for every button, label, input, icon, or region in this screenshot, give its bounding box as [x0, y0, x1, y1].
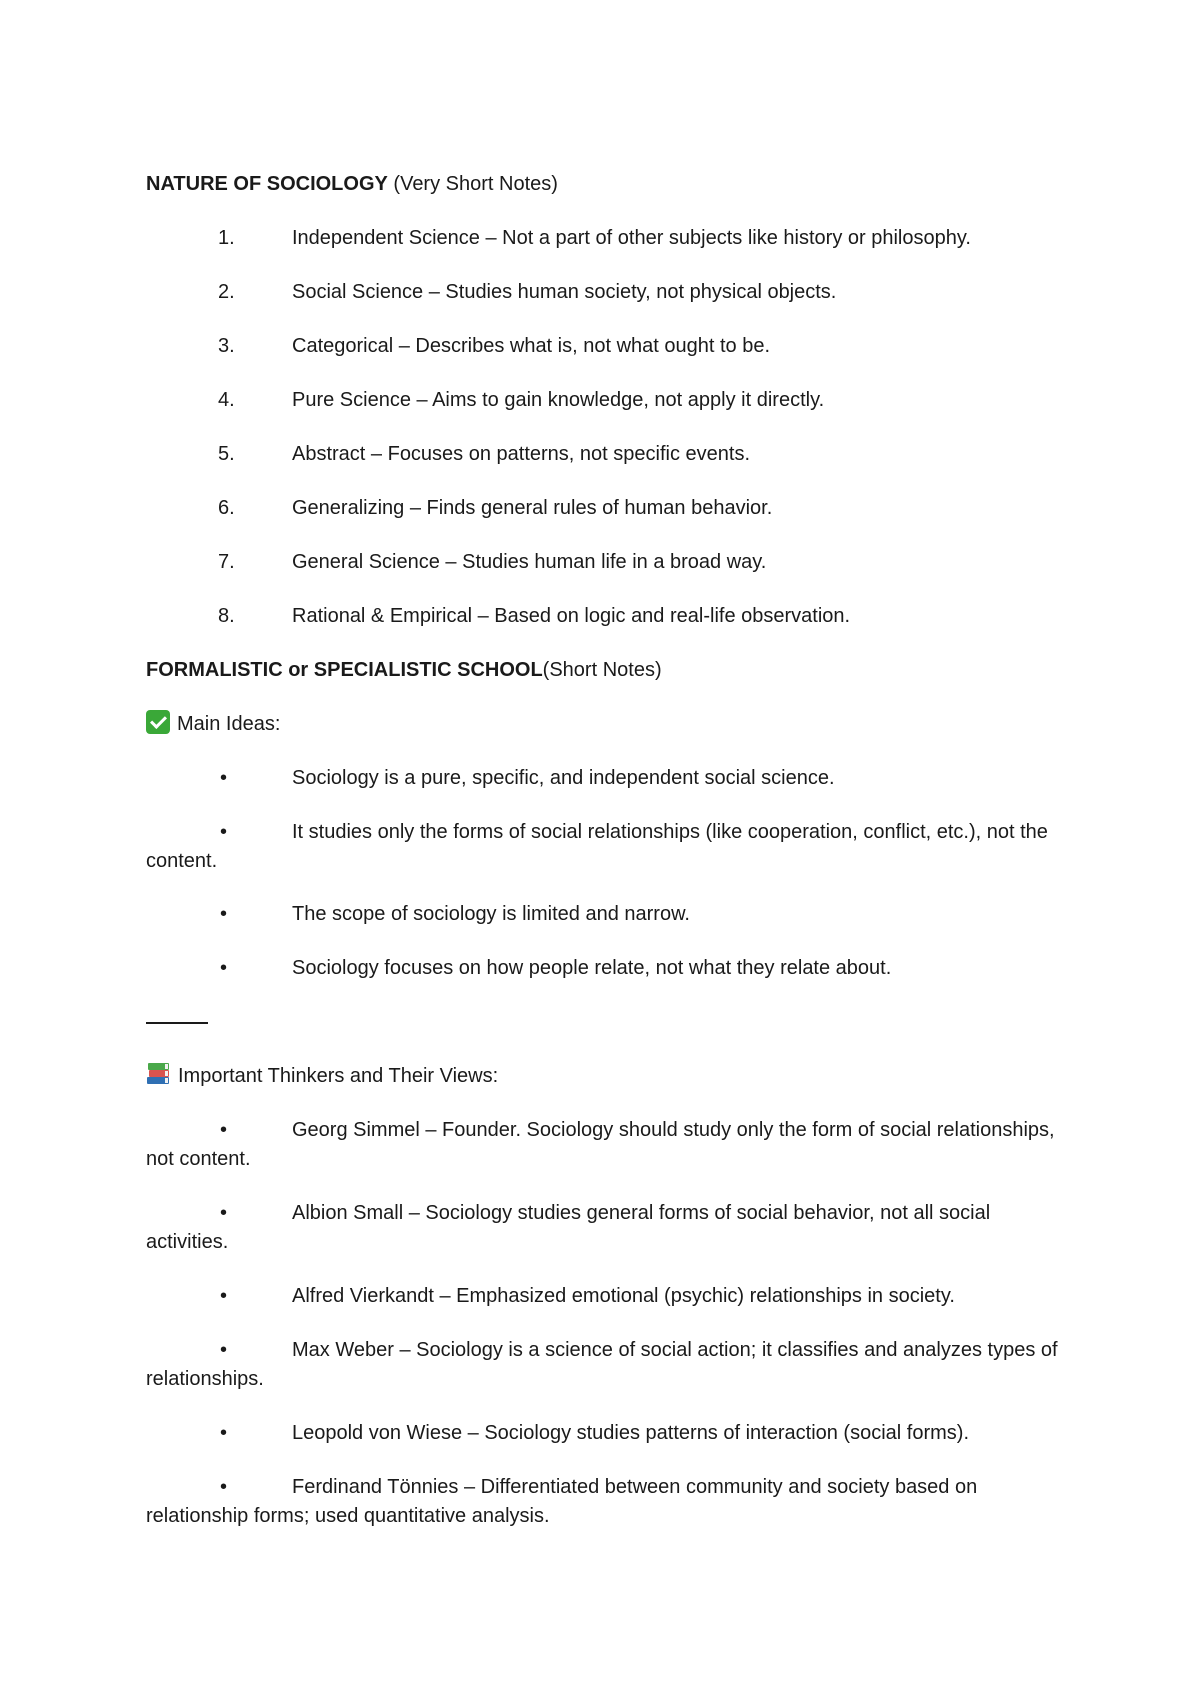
- list-item-text: Categorical – Describes what is, not what ought to be.: [292, 335, 771, 357]
- list-item-text: Georg Simmel – Founder. Sociology should study only the form of social relationships, not content.: [146, 1119, 1055, 1170]
- list-item-text: General Science – Studies human life in a broad way.: [292, 551, 767, 573]
- list-number: 1.: [218, 227, 235, 249]
- bullet-marker: •: [220, 1422, 228, 1444]
- list-item: [146, 1473, 1076, 1531]
- list-item-text: Max Weber – Sociology is a science of social action; it classifies and analyzes types of relationships.: [146, 1339, 1058, 1390]
- bullet-marker: •: [220, 1339, 228, 1361]
- list-item-text: Generalizing – Finds general rules of human behavior.: [292, 497, 773, 519]
- list-item-text: Social Science – Studies human society, not physical objects.: [292, 281, 837, 303]
- list-item-text: It studies only the forms of social relationships (like cooperation, conflict, etc.), not the content.: [146, 821, 1048, 872]
- heading-note: (Short Notes): [542, 659, 662, 681]
- list-item-text: Albion Small – Sociology studies general forms of social behavior, not all social activities.: [146, 1202, 991, 1253]
- list-item-text: Rational & Empirical – Based on logic and real-life observation.: [292, 605, 851, 627]
- heading-note: (Very Short Notes): [387, 173, 558, 195]
- list-number: 4.: [218, 389, 235, 411]
- list-number: 5.: [218, 443, 235, 465]
- list-item-text: Sociology is a pure, specific, and independent social science.: [292, 767, 835, 789]
- list-item: [146, 1336, 1076, 1394]
- bullet-marker: •: [220, 1202, 228, 1224]
- check-mark-icon: [146, 710, 170, 734]
- bullet-marker: •: [220, 1476, 228, 1498]
- bullet-marker: •: [220, 1285, 228, 1307]
- heading-title: NATURE OF SOCIOLOGY: [146, 173, 388, 195]
- thinkers-text: Important Thinkers and Their Views:: [178, 1065, 499, 1087]
- bullet-marker: •: [220, 903, 228, 925]
- list-item-text: Abstract – Focuses on patterns, not specific events.: [292, 443, 751, 465]
- thinkers-label: [146, 1062, 498, 1091]
- section-heading-nature: [146, 170, 558, 199]
- list-number: 6.: [218, 497, 235, 519]
- list-number: 8.: [218, 605, 235, 627]
- list-number: 7.: [218, 551, 235, 573]
- main-ideas-text: Main Ideas:: [177, 713, 281, 735]
- list-item-text: Sociology focuses on how people relate, not what they relate about.: [292, 957, 892, 979]
- bullet-marker: •: [220, 957, 228, 979]
- list-item-text: Leopold von Wiese – Sociology studies patterns of interaction (social forms).: [292, 1422, 970, 1444]
- list-number: 3.: [218, 335, 235, 357]
- list-item-text: Independent Science – Not a part of other subjects like history or philosophy.: [292, 227, 971, 249]
- horizontal-divider: [146, 1022, 208, 1024]
- list-item-text: Pure Science – Aims to gain knowledge, not apply it directly.: [292, 389, 825, 411]
- main-ideas-label: [146, 710, 280, 739]
- heading-title: FORMALISTIC or SPECIALISTIC SCHOOL: [146, 659, 543, 681]
- bullet-marker: •: [220, 767, 228, 789]
- list-item-text: Ferdinand Tönnies – Differentiated between community and society based on relationship forms; used quantitative analysis.: [146, 1476, 978, 1527]
- list-item-text: The scope of sociology is limited and narrow.: [292, 903, 690, 925]
- section-heading-formalistic: [146, 656, 662, 685]
- list-item: [146, 1199, 1076, 1257]
- list-number: 2.: [218, 281, 235, 303]
- bullet-marker: •: [220, 821, 228, 843]
- books-icon: [146, 1062, 172, 1086]
- list-item: [146, 1116, 1076, 1174]
- list-item-text: Alfred Vierkandt – Emphasized emotional (psychic) relationships in society.: [292, 1285, 955, 1307]
- bullet-marker: •: [220, 1119, 228, 1141]
- list-item: [146, 818, 1076, 876]
